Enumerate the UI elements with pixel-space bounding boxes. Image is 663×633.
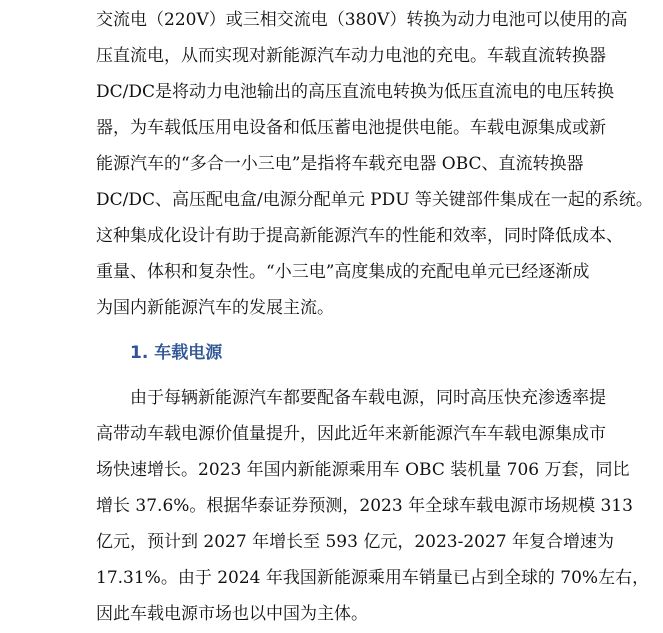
text-line: DC/DC、高压配电盒/电源分配单元 PDU 等关键部件集成在一起的系统。 — [96, 190, 653, 210]
text-line: 器，为车载低压用电设备和低压蓄电池提供电能。车载电源集成或新 — [96, 118, 606, 138]
paragraph-obc-dcdc — [96, 2, 653, 326]
text-line: 增长 37.6%。根据华泰证券预测，2023 年全球车载电源市场规模 313 — [96, 496, 633, 516]
text-line: 17.31%。由于 2024 年我国新能源乘用车销量已占到全球的 70%左右， — [96, 568, 650, 588]
text-line: 重量、体积和复杂性。“小三电”高度集成的充配电单元已经逐渐成 — [96, 262, 590, 282]
paragraph-market — [96, 380, 650, 632]
text-line: 场快速增长。2023 年国内新能源乘用车 OBC 装机量 706 万套，同比 — [96, 460, 630, 480]
text-line: 能源汽车的“多合一小三电”是指将车载充电器 OBC、直流转换器 — [96, 154, 584, 174]
text-line: 高带动车载电源价值量提升，因此近年来新能源汽车车载电源集成市 — [96, 424, 606, 444]
text-line: 交流电（220V）或三相交流电（380V）转换为动力电池可以使用的高 — [96, 10, 628, 30]
text-line: 亿元，预计到 2027 年增长至 593 亿元，2023-2027 年复合增速为 — [96, 532, 615, 552]
text-line: 为国内新能源汽车的发展主流。 — [96, 298, 334, 318]
text-line: 因此车载电源市场也以中国为主体。 — [96, 604, 368, 624]
text-line: 这种集成化设计有助于提高新能源汽车的性能和效率，同时降低成本、 — [96, 226, 623, 246]
text-line: 压直流电，从而实现对新能源汽车动力电池的充电。车载直流转换器 — [96, 46, 606, 66]
section-heading: 1. 车载电源 — [130, 343, 223, 363]
text-line: 由于每辆新能源汽车都要配备车载电源，同时高压快充渗透率提 — [130, 388, 606, 408]
text-line: DC/DC是将动力电池输出的高压直流电转换为低压直流电的电压转换 — [96, 82, 615, 102]
